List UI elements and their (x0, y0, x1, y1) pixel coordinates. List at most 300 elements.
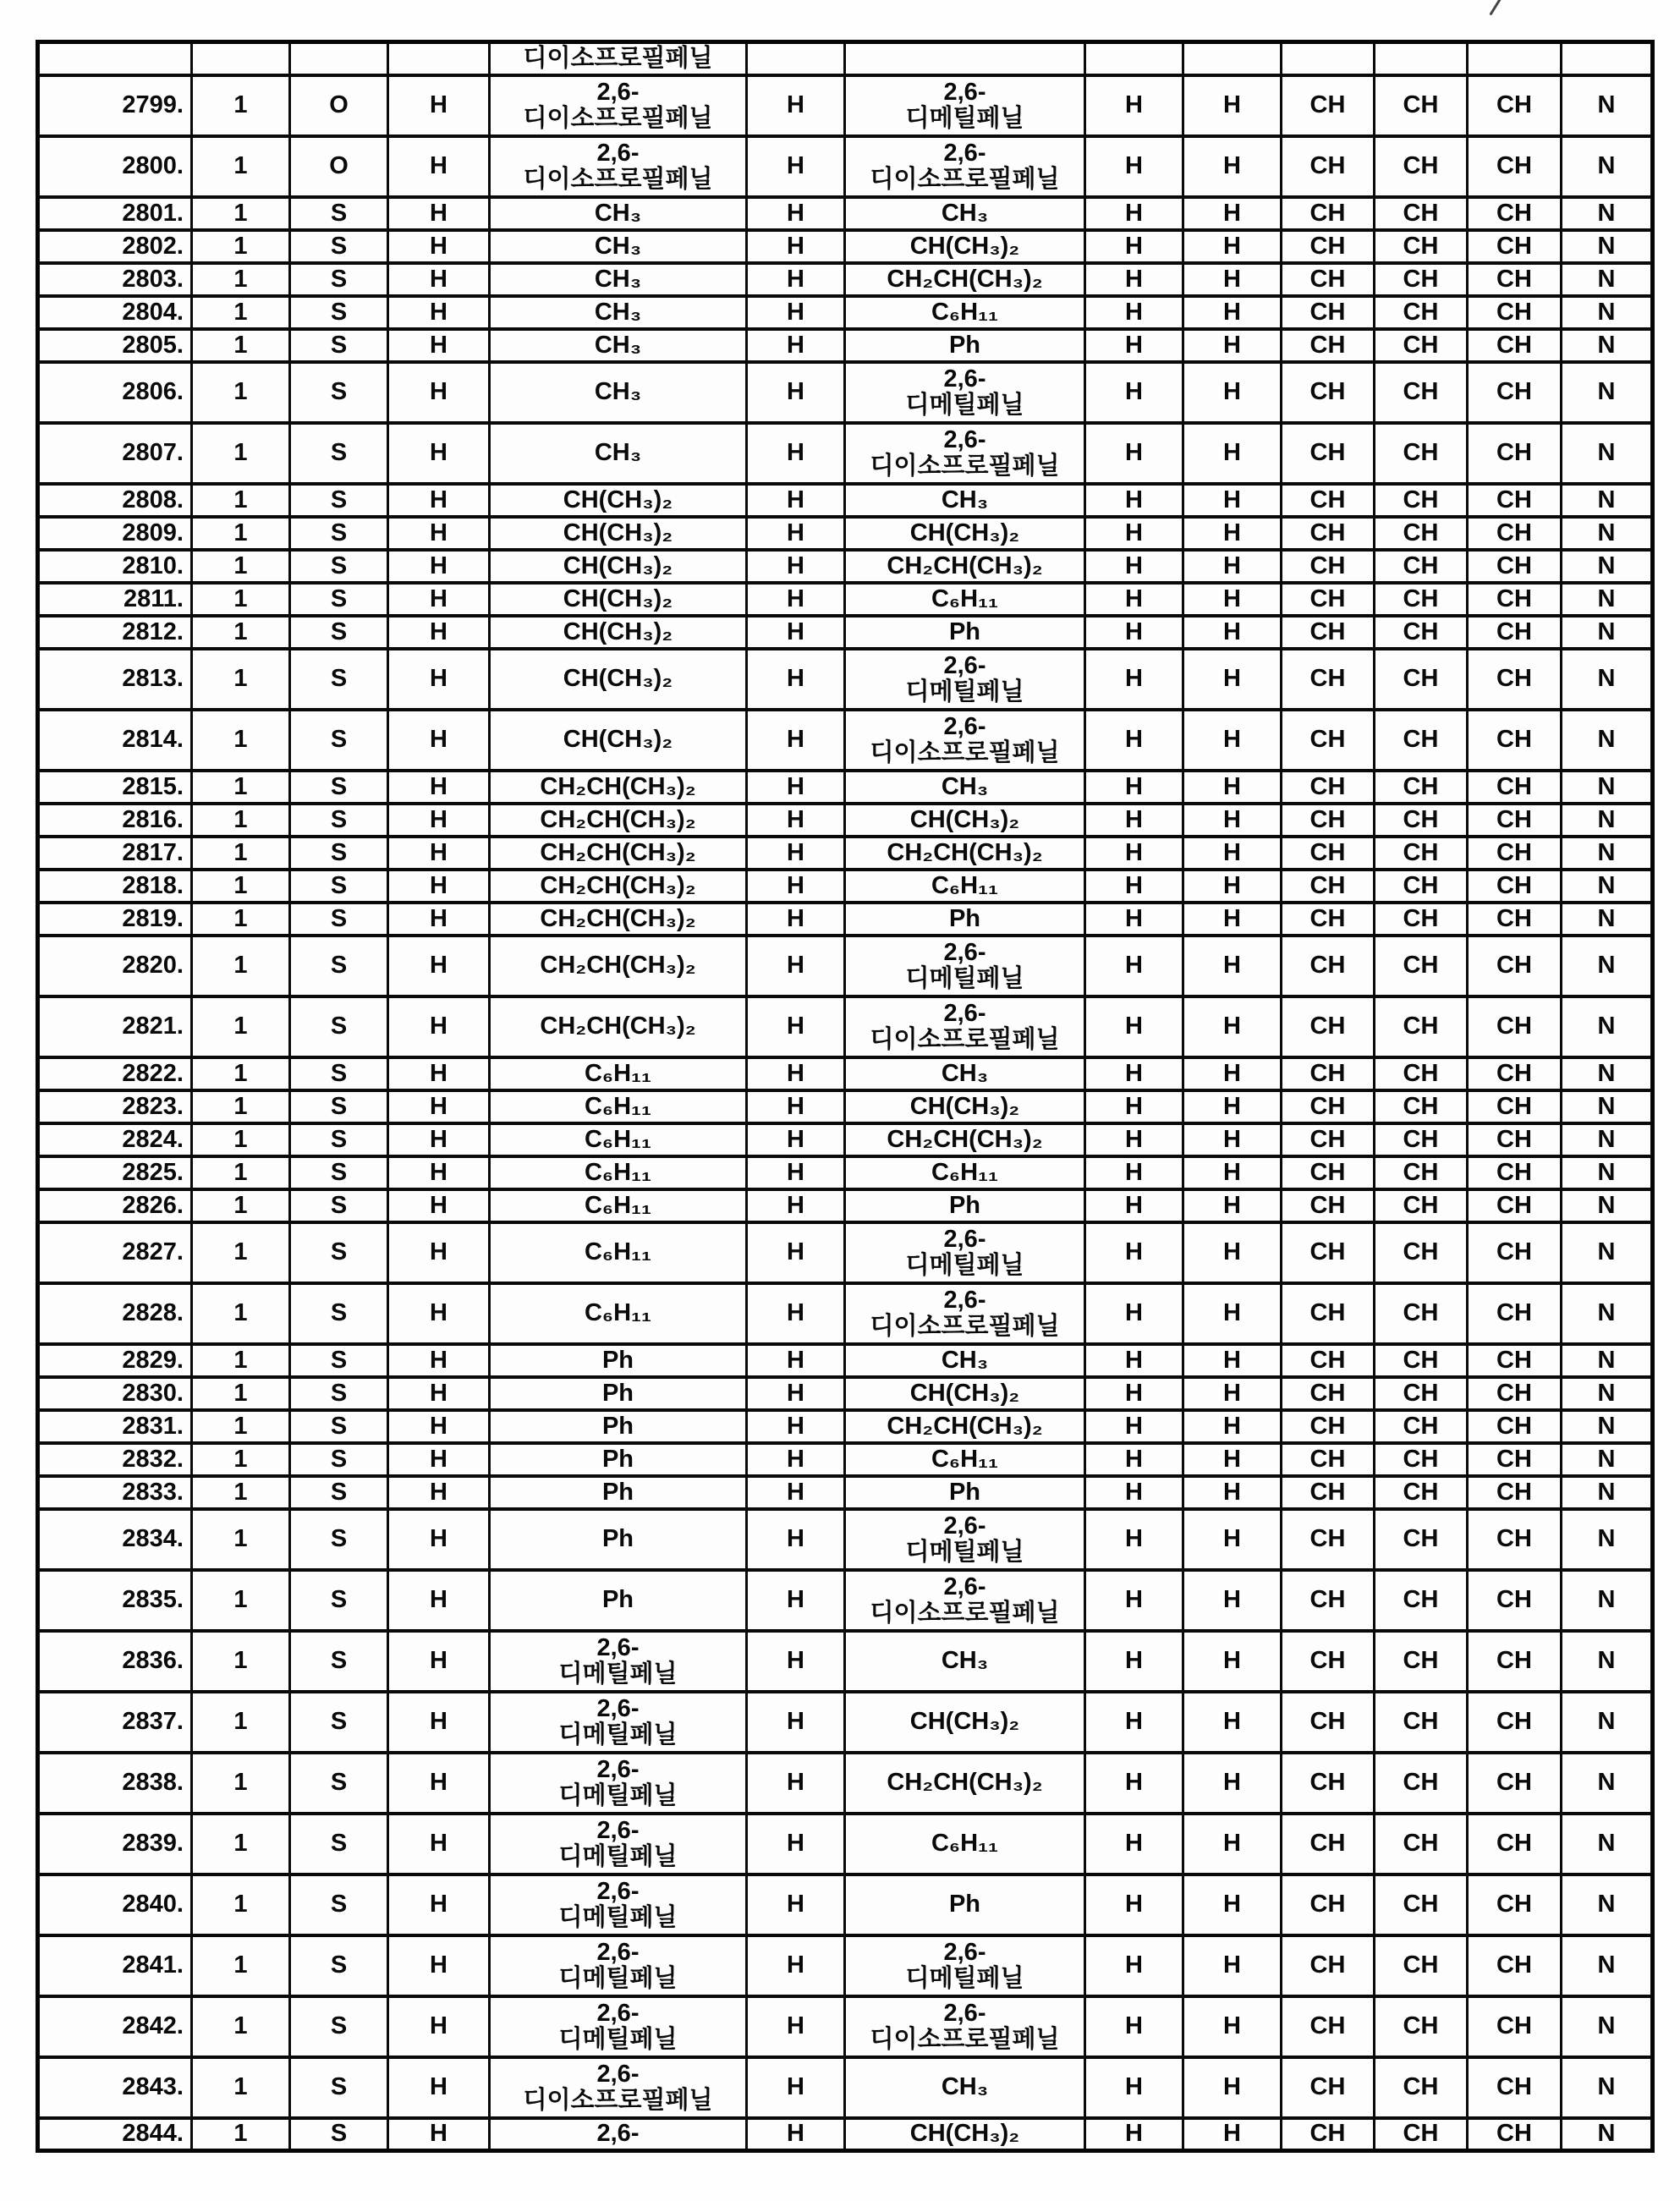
substituent-cell: Ph (490, 1570, 747, 1631)
substituent-cell: CH (1375, 1057, 1468, 1090)
substituent-cell: CH (1468, 1692, 1562, 1753)
substituent-cell: H (1085, 1222, 1183, 1283)
substituent-cell: H (1183, 1692, 1282, 1753)
substituent-cell: 2,6- 디메틸페닐 (490, 1753, 747, 1814)
row-number-cell: 2809. (38, 517, 192, 550)
substituent-cell: H (388, 996, 490, 1057)
substituent-cell: Ph (490, 1509, 747, 1570)
substituent-cell: CH(CH₃)₂ (845, 2118, 1085, 2151)
substituent-cell: H (388, 903, 490, 936)
table-row (38, 423, 1653, 484)
substituent-cell: N (1562, 2057, 1653, 2118)
substituent-cell: CH (1468, 804, 1562, 837)
substituent-cell: N (1562, 837, 1653, 870)
substituent-cell: N (1562, 583, 1653, 616)
substituent-cell: H (388, 1222, 490, 1283)
substituent-cell: CH(CH₃)₂ (490, 484, 747, 517)
table-row (38, 1222, 1653, 1283)
substituent-cell: N (1562, 1344, 1653, 1377)
substituent-cell: H (747, 804, 845, 837)
substituent-cell: CH (1282, 1189, 1375, 1222)
substituent-cell: H (747, 1156, 845, 1189)
substituent-cell: H (1085, 2057, 1183, 2118)
substituent-cell: H (388, 484, 490, 517)
table-row (38, 804, 1653, 837)
substituent-cell: H (1085, 2118, 1183, 2151)
substituent-cell: CH (1468, 996, 1562, 1057)
substituent-cell: H (1183, 1222, 1282, 1283)
substituent-cell: CH₂CH(CH₃)₂ (845, 1123, 1085, 1156)
table-row (38, 1344, 1653, 1377)
substituent-cell: CH (1468, 771, 1562, 804)
substituent-cell: CH (1468, 1570, 1562, 1631)
row-number-cell: 2825. (38, 1156, 192, 1189)
substituent-cell: H (388, 616, 490, 649)
substituent-cell (1562, 42, 1653, 75)
substituent-cell: CH (1282, 1123, 1375, 1156)
substituent-cell: 1 (192, 2057, 290, 2118)
table-row (38, 1443, 1653, 1476)
substituent-cell: H (1085, 362, 1183, 423)
substituent-cell: 디이소프로필페닐 (490, 42, 747, 75)
substituent-cell: H (1183, 903, 1282, 936)
row-number-cell: 2810. (38, 550, 192, 583)
row-number-cell: 2803. (38, 263, 192, 296)
substituent-cell: CH (1282, 837, 1375, 870)
substituent-cell: 1 (192, 649, 290, 710)
substituent-cell: 2,6- 디메틸페닐 (845, 362, 1085, 423)
substituent-cell: CH (1282, 996, 1375, 1057)
substituent-cell: 1 (192, 1509, 290, 1570)
substituent-cell: CH (1282, 1570, 1375, 1631)
substituent-cell: C₆H₁₁ (490, 1283, 747, 1344)
row-number-cell: 2801. (38, 197, 192, 230)
substituent-cell: CH (1282, 1996, 1375, 2057)
substituent-cell: S (290, 329, 388, 362)
substituent-cell: H (747, 550, 845, 583)
substituent-cell (1183, 42, 1282, 75)
substituent-cell: H (1183, 1631, 1282, 1692)
substituent-cell: CH (1468, 1874, 1562, 1935)
substituent-cell: H (388, 296, 490, 329)
substituent-cell: N (1562, 1935, 1653, 1996)
table-row (38, 2118, 1653, 2151)
substituent-cell: 1 (192, 136, 290, 197)
substituent-cell: Ph (845, 1874, 1085, 1935)
substituent-cell: CH (1282, 1283, 1375, 1344)
substituent-cell: 1 (192, 1189, 290, 1222)
substituent-cell: 1 (192, 362, 290, 423)
substituent-cell: H (1085, 263, 1183, 296)
substituent-cell: H (747, 1344, 845, 1377)
substituent-cell: CH₃ (845, 197, 1085, 230)
substituent-cell: H (747, 1283, 845, 1344)
substituent-cell: CH (1282, 2057, 1375, 2118)
substituent-cell: CH (1375, 1631, 1468, 1692)
substituent-cell: H (1085, 1753, 1183, 1814)
table-row (38, 996, 1653, 1057)
substituent-cell: N (1562, 1283, 1653, 1344)
substituent-cell: H (388, 329, 490, 362)
table-row (38, 296, 1653, 329)
substituent-cell: CH (1282, 1057, 1375, 1090)
substituent-cell: S (290, 296, 388, 329)
substituent-cell: 2,6- 디이소프로필페닐 (845, 136, 1085, 197)
table-row (38, 1476, 1653, 1509)
substituent-cell: H (1183, 1935, 1282, 1996)
substituent-cell: H (388, 936, 490, 996)
substituent-cell: CH₂CH(CH₃)₂ (845, 550, 1085, 583)
substituent-cell: CH (1468, 870, 1562, 903)
substituent-cell: CH (1282, 230, 1375, 263)
substituent-cell: S (290, 1509, 388, 1570)
substituent-cell: S (290, 771, 388, 804)
substituent-cell: H (1183, 296, 1282, 329)
table-row (38, 1283, 1653, 1344)
substituent-cell: H (747, 870, 845, 903)
substituent-cell: H (388, 710, 490, 771)
compound-substituent-table (36, 40, 1655, 2153)
substituent-cell: S (290, 423, 388, 484)
substituent-cell: N (1562, 484, 1653, 517)
substituent-cell: 2,6- 디이소프로필페닐 (490, 2057, 747, 2118)
substituent-cell: CH (1375, 837, 1468, 870)
substituent-cell: CH (1282, 197, 1375, 230)
substituent-cell: CH (1468, 616, 1562, 649)
substituent-cell: H (747, 1377, 845, 1410)
table-row (38, 1410, 1653, 1443)
substituent-cell: H (388, 1692, 490, 1753)
substituent-cell: CH (1375, 870, 1468, 903)
substituent-cell: H (747, 1123, 845, 1156)
substituent-cell: H (747, 1874, 845, 1935)
substituent-cell: C₆H₁₁ (490, 1189, 747, 1222)
substituent-cell: 1 (192, 710, 290, 771)
substituent-cell: N (1562, 423, 1653, 484)
substituent-cell: CH (1375, 362, 1468, 423)
substituent-cell: S (290, 1057, 388, 1090)
substituent-cell: H (1085, 649, 1183, 710)
substituent-cell: H (747, 197, 845, 230)
table-row (38, 263, 1653, 296)
substituent-cell: H (388, 1996, 490, 2057)
substituent-cell: CH₃ (490, 296, 747, 329)
substituent-cell: Ph (845, 616, 1085, 649)
substituent-cell: CH (1282, 75, 1375, 136)
substituent-cell: CH (1282, 870, 1375, 903)
row-number-cell: 2833. (38, 1476, 192, 1509)
substituent-cell: H (388, 550, 490, 583)
substituent-cell: C₆H₁₁ (845, 1814, 1085, 1874)
substituent-cell: N (1562, 550, 1653, 583)
table-row (38, 1692, 1653, 1753)
substituent-cell: CH (1375, 296, 1468, 329)
substituent-cell: CH(CH₃)₂ (490, 517, 747, 550)
substituent-cell: H (388, 1283, 490, 1344)
substituent-cell: CH (1375, 1814, 1468, 1874)
substituent-cell: H (747, 1189, 845, 1222)
substituent-cell: H (1183, 870, 1282, 903)
substituent-cell: CH (1375, 197, 1468, 230)
substituent-cell: CH (1282, 1443, 1375, 1476)
substituent-cell: O (290, 136, 388, 197)
substituent-cell: H (1085, 1814, 1183, 1874)
row-number-cell: 2808. (38, 484, 192, 517)
substituent-cell: CH (1375, 771, 1468, 804)
substituent-cell: CH(CH₃)₂ (845, 230, 1085, 263)
row-number-cell: 2832. (38, 1443, 192, 1476)
table-row (38, 230, 1653, 263)
substituent-cell: S (290, 1344, 388, 1377)
substituent-cell: CH(CH₃)₂ (490, 710, 747, 771)
substituent-cell: CH (1375, 550, 1468, 583)
substituent-cell: 1 (192, 583, 290, 616)
substituent-cell: 1 (192, 1283, 290, 1344)
substituent-cell: 1 (192, 1443, 290, 1476)
row-number-cell: 2811. (38, 583, 192, 616)
substituent-cell: CH (1282, 1509, 1375, 1570)
substituent-cell: CH (1282, 804, 1375, 837)
substituent-cell: Ph (490, 1476, 747, 1509)
substituent-cell: CH (1282, 1156, 1375, 1189)
substituent-cell: CH (1468, 230, 1562, 263)
substituent-cell: N (1562, 649, 1653, 710)
substituent-cell: S (290, 583, 388, 616)
substituent-cell: 1 (192, 903, 290, 936)
substituent-cell: S (290, 804, 388, 837)
substituent-cell: H (1085, 1057, 1183, 1090)
substituent-cell: H (1183, 583, 1282, 616)
substituent-cell: S (290, 1156, 388, 1189)
substituent-cell: H (1085, 1283, 1183, 1344)
substituent-cell: CH (1468, 583, 1562, 616)
substituent-cell: H (747, 136, 845, 197)
substituent-cell: H (747, 1443, 845, 1476)
substituent-cell: H (1183, 649, 1282, 710)
substituent-cell: H (1183, 1874, 1282, 1935)
substituent-cell: CH (1375, 75, 1468, 136)
substituent-cell: 2,6- 디메틸페닐 (845, 936, 1085, 996)
table-row (38, 197, 1653, 230)
substituent-cell: H (1085, 936, 1183, 996)
substituent-cell: CH₂CH(CH₃)₂ (845, 1753, 1085, 1814)
substituent-cell: CH (1282, 1377, 1375, 1410)
substituent-cell: H (747, 771, 845, 804)
substituent-cell: H (1183, 75, 1282, 136)
substituent-cell: CH (1468, 1057, 1562, 1090)
row-number-cell: 2802. (38, 230, 192, 263)
substituent-cell: H (1085, 1509, 1183, 1570)
table-row (38, 1631, 1653, 1692)
substituent-cell: 2,6- 디이소프로필페닐 (845, 1570, 1085, 1631)
substituent-cell: CH (1375, 136, 1468, 197)
substituent-cell: H (747, 996, 845, 1057)
substituent-cell: CH (1282, 136, 1375, 197)
substituent-cell (388, 42, 490, 75)
substituent-cell: 1 (192, 2118, 290, 2151)
substituent-cell: 2,6- 디이소프로필페닐 (490, 75, 747, 136)
substituent-cell: H (1183, 804, 1282, 837)
substituent-cell: H (747, 2118, 845, 2151)
table-row (38, 1570, 1653, 1631)
substituent-cell: H (1085, 230, 1183, 263)
substituent-cell: S (290, 936, 388, 996)
substituent-cell: H (747, 1996, 845, 2057)
substituent-cell: H (388, 362, 490, 423)
substituent-cell: 1 (192, 230, 290, 263)
substituent-cell: H (1085, 1123, 1183, 1156)
substituent-cell: 2,6- 디메틸페닐 (845, 1509, 1085, 1570)
substituent-cell: CH (1468, 1814, 1562, 1874)
substituent-cell: H (1085, 870, 1183, 903)
substituent-cell: H (1183, 230, 1282, 263)
substituent-cell: CH (1468, 2118, 1562, 2151)
substituent-cell: H (388, 197, 490, 230)
substituent-cell: CH (1468, 1222, 1562, 1283)
substituent-cell: CH (1375, 263, 1468, 296)
substituent-cell: 1 (192, 263, 290, 296)
substituent-cell: 2,6- 디메틸페닐 (490, 1692, 747, 1753)
substituent-cell: H (1183, 616, 1282, 649)
substituent-cell: CH₃ (490, 230, 747, 263)
substituent-cell: N (1562, 197, 1653, 230)
substituent-cell: CH (1282, 423, 1375, 484)
substituent-cell: CH (1375, 1996, 1468, 2057)
substituent-cell: CH (1375, 484, 1468, 517)
substituent-cell: CH (1375, 583, 1468, 616)
substituent-cell: 2,6- 디이소프로필페닐 (845, 423, 1085, 484)
substituent-cell: 1 (192, 804, 290, 837)
substituent-cell: S (290, 484, 388, 517)
substituent-cell: H (388, 1631, 490, 1692)
row-number-cell: 2841. (38, 1935, 192, 1996)
substituent-cell: CH (1468, 136, 1562, 197)
substituent-cell: CH (1282, 1753, 1375, 1814)
substituent-cell: H (1085, 771, 1183, 804)
substituent-cell: S (290, 616, 388, 649)
substituent-cell: 1 (192, 1476, 290, 1509)
substituent-cell: CH (1468, 1410, 1562, 1443)
substituent-cell: H (747, 329, 845, 362)
substituent-cell: CH (1282, 1814, 1375, 1874)
substituent-cell: CH₂CH(CH₃)₂ (490, 837, 747, 870)
substituent-cell: H (388, 1814, 490, 1874)
substituent-cell: S (290, 1476, 388, 1509)
substituent-cell: S (290, 1570, 388, 1631)
substituent-cell: H (1085, 804, 1183, 837)
substituent-cell: H (1183, 1283, 1282, 1344)
substituent-cell: CH (1375, 903, 1468, 936)
substituent-cell: H (1085, 1090, 1183, 1123)
substituent-cell: 1 (192, 197, 290, 230)
substituent-cell: S (290, 1996, 388, 2057)
substituent-cell: H (388, 649, 490, 710)
substituent-cell: CH (1468, 1090, 1562, 1123)
substituent-cell: N (1562, 616, 1653, 649)
table-row (38, 1189, 1653, 1222)
row-number-cell: 2817. (38, 837, 192, 870)
substituent-cell: H (1085, 484, 1183, 517)
substituent-cell: H (388, 1570, 490, 1631)
substituent-cell: N (1562, 996, 1653, 1057)
table-row (38, 2057, 1653, 2118)
substituent-cell: H (1085, 1631, 1183, 1692)
substituent-cell: H (1085, 583, 1183, 616)
substituent-cell: H (388, 1344, 490, 1377)
substituent-cell: N (1562, 1570, 1653, 1631)
substituent-cell: CH (1468, 903, 1562, 936)
substituent-cell: H (388, 75, 490, 136)
substituent-cell: 1 (192, 75, 290, 136)
substituent-cell: S (290, 2118, 388, 2151)
row-number-cell: 2822. (38, 1057, 192, 1090)
substituent-cell: CH(CH₃)₂ (845, 1377, 1085, 1410)
row-number-cell: 2830. (38, 1377, 192, 1410)
substituent-cell: N (1562, 1753, 1653, 1814)
substituent-cell: CH (1375, 2118, 1468, 2151)
row-number-cell: 2842. (38, 1996, 192, 2057)
substituent-cell: N (1562, 296, 1653, 329)
substituent-cell: S (290, 550, 388, 583)
substituent-cell: Ph (845, 1189, 1085, 1222)
substituent-cell: H (747, 2057, 845, 2118)
substituent-cell: CH₂CH(CH₃)₂ (845, 263, 1085, 296)
substituent-cell: C₆H₁₁ (845, 583, 1085, 616)
substituent-cell: N (1562, 1410, 1653, 1443)
table-row (38, 837, 1653, 870)
substituent-cell: 1 (192, 1344, 290, 1377)
substituent-cell: CH (1375, 1753, 1468, 1814)
substituent-cell: H (1183, 1814, 1282, 1874)
substituent-cell: H (1085, 550, 1183, 583)
substituent-cell: 1 (192, 936, 290, 996)
row-number-cell: 2812. (38, 616, 192, 649)
substituent-cell: 1 (192, 870, 290, 903)
substituent-cell: CH (1468, 1283, 1562, 1344)
substituent-cell: 1 (192, 1814, 290, 1874)
substituent-cell: H (388, 1509, 490, 1570)
substituent-cell: CH (1468, 362, 1562, 423)
substituent-cell: C₆H₁₁ (490, 1057, 747, 1090)
row-number-cell: 2814. (38, 710, 192, 771)
substituent-cell: 2,6- 디메틸페닐 (490, 1631, 747, 1692)
substituent-cell: CH (1282, 710, 1375, 771)
substituent-cell: H (1183, 837, 1282, 870)
table-row (38, 484, 1653, 517)
substituent-cell: 1 (192, 1874, 290, 1935)
substituent-cell: H (1183, 1753, 1282, 1814)
substituent-cell: CH (1375, 1692, 1468, 1753)
substituent-cell: CH (1282, 616, 1375, 649)
substituent-cell: CH (1468, 1935, 1562, 1996)
table-row (38, 136, 1653, 197)
substituent-cell: H (1085, 1935, 1183, 1996)
substituent-cell: CH (1375, 1874, 1468, 1935)
table-row (38, 710, 1653, 771)
substituent-cell: N (1562, 1996, 1653, 2057)
substituent-cell: CH (1468, 263, 1562, 296)
substituent-cell: S (290, 1222, 388, 1283)
substituent-cell: CH(CH₃)₂ (845, 1090, 1085, 1123)
table-row (38, 517, 1653, 550)
substituent-cell: N (1562, 2118, 1653, 2151)
substituent-cell: H (388, 870, 490, 903)
substituent-cell: CH₃ (845, 1057, 1085, 1090)
substituent-cell: CH(CH₃)₂ (490, 550, 747, 583)
table-row (38, 1377, 1653, 1410)
row-number-cell: 2839. (38, 1814, 192, 1874)
substituent-cell: S (290, 1753, 388, 1814)
